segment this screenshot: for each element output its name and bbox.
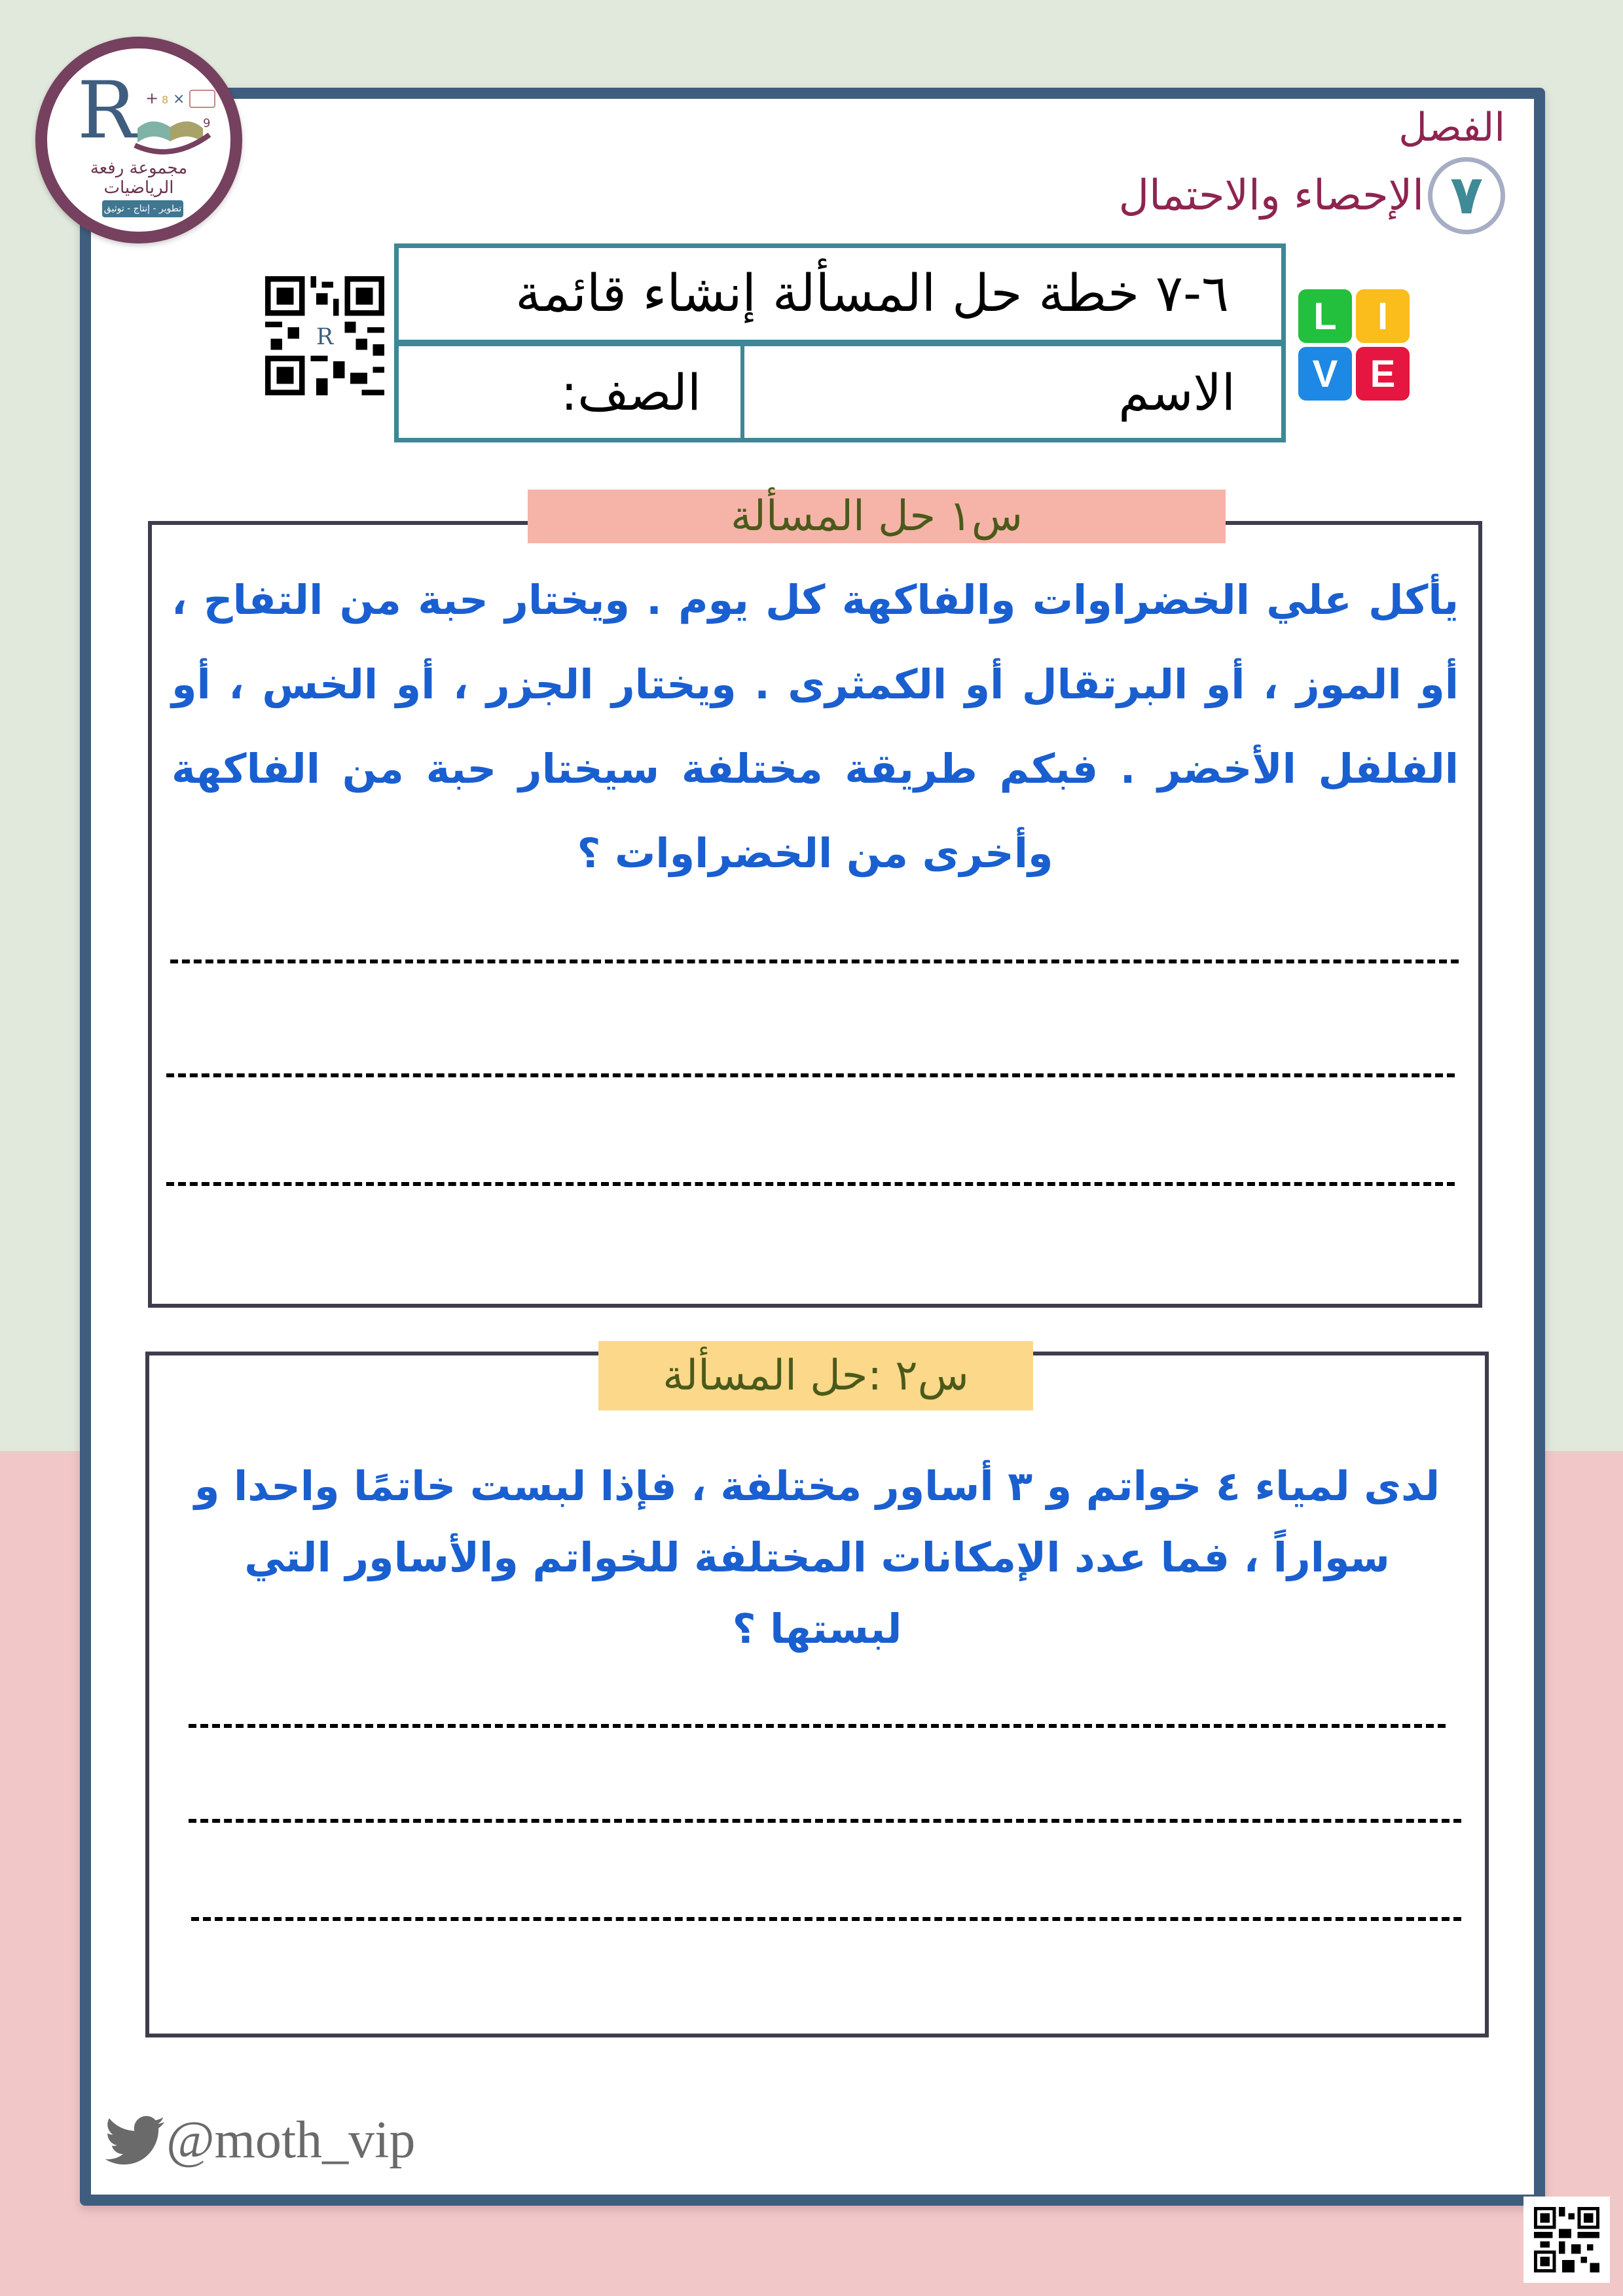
open-book-icon	[132, 89, 217, 161]
answer-line[interactable]	[189, 1724, 1446, 1728]
logo-initial: R	[77, 65, 137, 156]
svg-text:×: ×	[173, 91, 185, 107]
logo-tagline: تطوير - إنتاج - توثيق	[102, 200, 183, 217]
answer-line[interactable]	[166, 1182, 1455, 1186]
question-2-box	[145, 1352, 1489, 2037]
svg-text:9: 9	[203, 117, 211, 130]
qr-code-icon[interactable]	[265, 276, 384, 395]
live-tile-l: L	[1298, 289, 1352, 343]
lesson-title: ٦-٧ خطة حل المسألة إنشاء قائمة	[399, 248, 1281, 346]
question-2-text: لدى لمياء ٤ خواتم و ٣ أساور مختلفة ، فإذا لبست خاتمًا واحدا و سواراً ، فما عدد الإمكانات المختلفة للخواتم والأساور التي لبستها ؟	[194, 1462, 1440, 1653]
twitter-bird-icon	[105, 2116, 165, 2166]
svg-text:+: +	[145, 89, 159, 107]
question-1-heading: س١ حل المسألة	[528, 490, 1226, 543]
answer-line[interactable]	[191, 1917, 1461, 1921]
live-tile-i: I	[1356, 289, 1410, 343]
answer-line[interactable]	[166, 1073, 1455, 1077]
twitter-handle[interactable]	[105, 2111, 415, 2170]
question-2-heading: س٢ :حل المسألة	[598, 1341, 1033, 1410]
svg-text:R: R	[316, 324, 334, 350]
class-label: الصف:	[560, 363, 701, 422]
svg-text:8: 8	[162, 94, 169, 106]
qr-code-bottom[interactable]	[1523, 2197, 1610, 2283]
chapter-title: الإحصاء والاحتمال	[1118, 171, 1424, 220]
class-field[interactable]	[399, 346, 740, 438]
logo-name: مجموعة رفعة الرياضيات	[90, 158, 188, 198]
live-logo	[1298, 289, 1410, 401]
twitter-handle-text: @moth_vip	[166, 2111, 416, 2169]
question-1-text: يأكل علي الخضراوات والفاكهة كل يوم . ويختار حبة من التفاح ، أو الموز ، أو البرتقال أو الكمثرى . ويختار الجزر ، أو الخس ، أو الفلفل الأخضر . فبكم طريقة مختلفة سيختار حبة من الفاكهة وأخرى من الخضراوات ؟	[172, 576, 1459, 877]
name-field[interactable]	[740, 346, 1281, 438]
answer-line[interactable]	[189, 1819, 1461, 1823]
answer-line[interactable]	[170, 960, 1459, 963]
lesson-header-table	[394, 243, 1286, 442]
chapter-label: الفصل	[1398, 105, 1505, 151]
live-tile-v: V	[1298, 347, 1352, 401]
qr-code-icon	[1534, 2207, 1599, 2272]
brand-logo	[35, 37, 242, 243]
live-tile-e: E	[1356, 347, 1410, 401]
name-label: الاسم	[1118, 363, 1235, 422]
chapter-heading	[1119, 98, 1505, 234]
chapter-number: ٧	[1428, 157, 1505, 234]
question-1-box	[148, 492, 1482, 1308]
